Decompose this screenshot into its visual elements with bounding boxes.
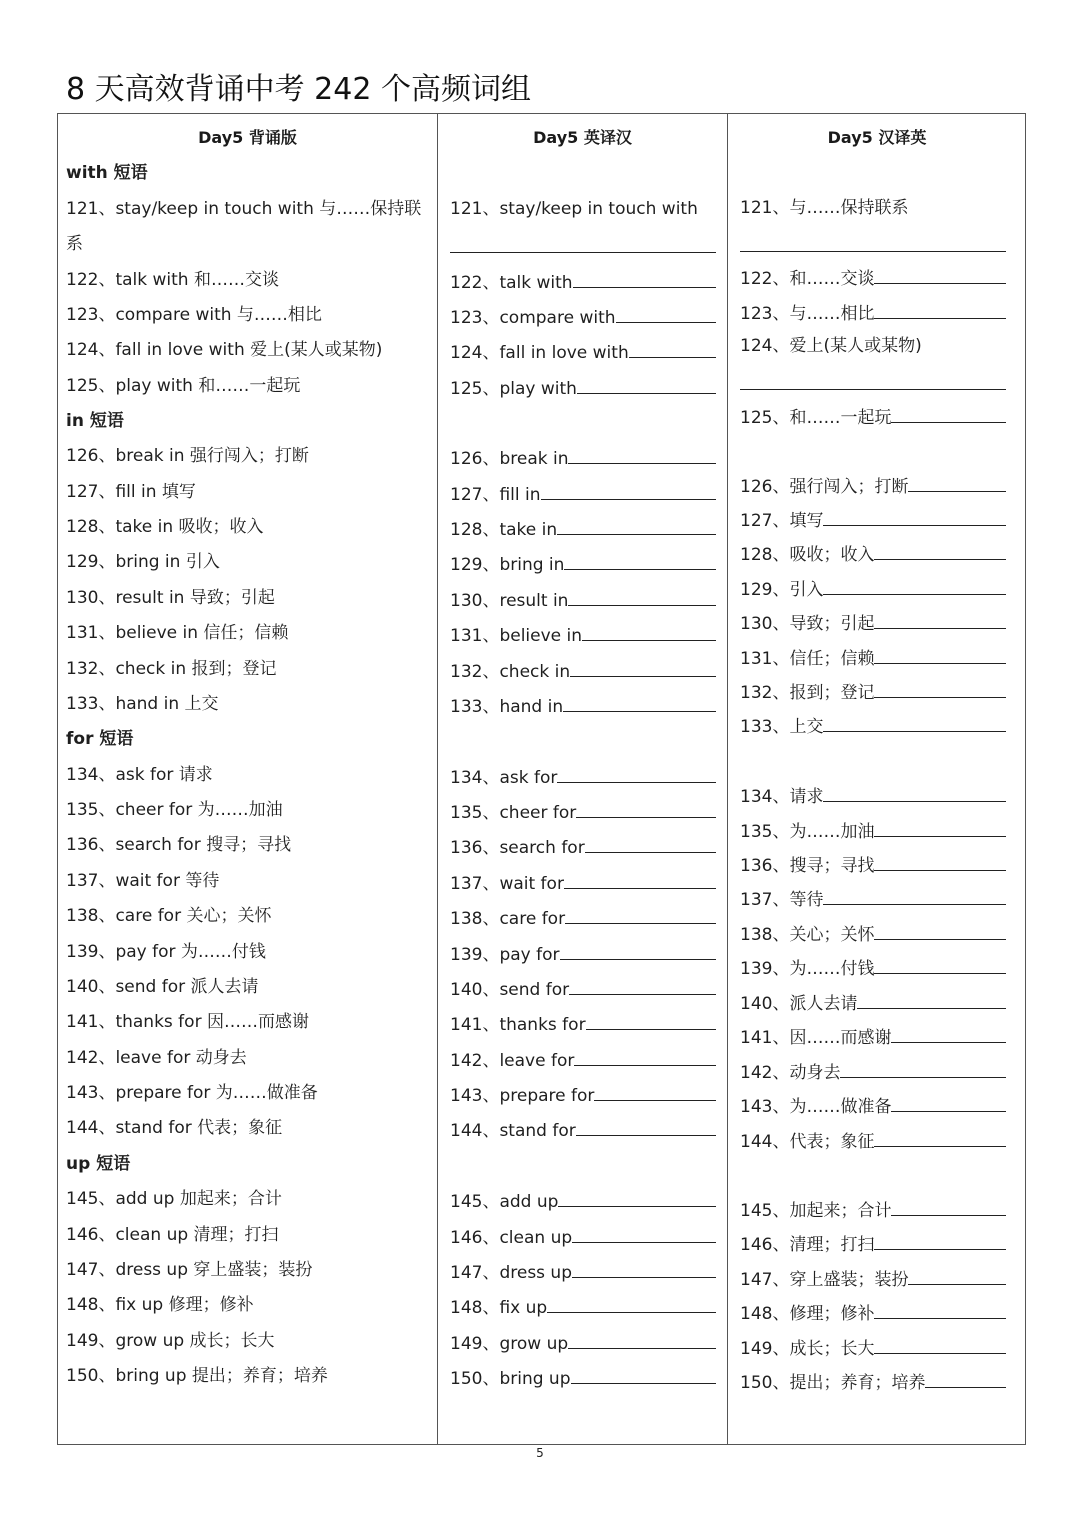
page-title: 8 天高效背诵中考 242 个高频词组 [66,72,531,107]
exercise-prompt: 124、fall in love with [450,343,629,363]
exercise-item [740,1197,1006,1222]
exercise-item [740,541,1006,566]
answer-blank[interactable] [874,852,1006,871]
exercise-prompt: 150、bring up [450,1369,571,1389]
exercise-prompt: 133、hand in [450,697,564,717]
exercise-item [740,507,1006,532]
answer-blank[interactable] [891,1093,1006,1112]
exercise-prompt: 125、和……一起玩 [740,408,892,428]
exercise-item [450,941,716,966]
phrase-item: 130、result in 导致；引起 [66,588,275,608]
column-cn-to-en [728,114,1026,1444]
phrase-item: 124、fall in love with 爱上(某人或某物) [66,340,383,360]
exercise-item [450,375,716,400]
answer-blank[interactable] [874,610,1006,629]
exercise-item [740,713,1006,738]
exercise-item [450,587,716,612]
answer-blank[interactable] [840,1059,1006,1078]
answer-blank[interactable] [576,799,716,818]
phrase-item: 148、fix up 修理；修补 [66,1295,254,1315]
exercise-prompt: 142、动身去 [740,1063,841,1083]
exercise-item [740,197,908,219]
phrase-item: 123、compare with 与……相比 [66,305,322,325]
answer-blank[interactable] [571,1365,717,1384]
exercise-item [740,1231,1006,1256]
exercise-item [450,1188,716,1213]
exercise-prompt: 127、fill in [450,485,541,505]
phrase-item: 139、pay for 为……付钱 [66,942,266,962]
phrase-item: 144、stand for 代表；象征 [66,1118,283,1138]
phrase-item: 147、dress up 穿上盛装；装扮 [66,1260,313,1280]
exercise-prompt: 137、等待 [740,890,824,910]
exercise-item [740,645,1006,670]
answer-blank[interactable] [874,1335,1006,1354]
answer-blank[interactable] [563,693,716,712]
exercise-item [740,1266,1006,1291]
exercise-prompt: 145、加起来；合计 [740,1201,892,1221]
exercise-item [450,622,716,647]
exercise-item [740,610,1006,635]
exercise-item [450,764,716,789]
exercise-item [450,870,716,895]
phrase-table [57,113,1026,1445]
answer-blank[interactable] [560,941,717,960]
exercise-prompt: 126、break in [450,449,569,469]
answer-blank[interactable] [874,265,1006,284]
exercise-item [740,404,1006,429]
exercise-item [740,473,1006,498]
answer-blank[interactable] [574,1047,716,1066]
answer-blank[interactable] [891,1197,1006,1216]
exercise-item [450,905,716,930]
exercise-prompt: 130、导致；引起 [740,614,875,634]
exercise-item [740,1300,1006,1325]
answer-blank[interactable] [874,645,1006,664]
exercise-item [450,269,716,294]
answer-blank[interactable] [577,375,716,394]
exercise-prompt: 144、代表；象征 [740,1132,875,1152]
exercise-prompt: 146、清理；打扫 [740,1235,875,1255]
exercise-item [740,1093,1006,1118]
exercise-prompt: 132、check in [450,662,571,682]
exercise-prompt: 125、play with [450,379,577,399]
answer-blank[interactable] [874,818,1006,837]
answer-blank[interactable] [557,764,716,783]
exercise-prompt: 135、为……加油 [740,822,875,842]
exercise-item [450,1047,716,1072]
answer-blank[interactable] [874,300,1006,319]
exercise-prompt: 127、填写 [740,511,824,531]
exercise-item [740,300,1006,325]
column-header-cn-to-en: Day5 汉译英 [827,128,927,147]
phrase-item: 138、care for 关心；关怀 [66,906,272,926]
phrase-item: 149、grow up 成长；长大 [66,1331,275,1351]
phrase-item: 134、ask for 请求 [66,765,213,785]
answer-blank[interactable] [823,576,1006,595]
exercise-prompt: 136、搜寻；寻找 [740,856,875,876]
exercise-prompt: 133、上交 [740,717,824,737]
phrase-item: 146、clean up 清理；打扫 [66,1225,279,1245]
phrase-item: 140、send for 派人去请 [66,977,259,997]
phrase-item: 142、leave for 动身去 [66,1048,247,1068]
column-memorize [58,114,438,1444]
answer-blank[interactable] [557,516,716,535]
answer-blank[interactable] [564,870,716,889]
exercise-item [740,818,1006,843]
section-title-up: up 短语 [66,1154,131,1174]
answer-blank[interactable] [585,834,716,853]
exercise-prompt: 126、强行闯入；打断 [740,477,909,497]
exercise-prompt: 132、报到；登记 [740,683,875,703]
exercise-item [450,481,716,506]
exercise-item [450,976,716,1001]
exercise-item [740,852,1006,877]
exercise-item [740,921,1006,946]
phrase-item: 122、talk with 和……交谈 [66,270,279,290]
exercise-prompt: 147、穿上盛装；装扮 [740,1270,909,1290]
exercise-item [740,1024,1006,1049]
exercise-prompt: 141、因……而感谢 [740,1028,892,1048]
answer-blank[interactable] [572,1259,716,1278]
exercise-prompt: 135、cheer for [450,803,577,823]
exercise-prompt: 130、result in [450,591,569,611]
answer-blank[interactable] [908,1266,1006,1285]
exercise-prompt: 121、与……保持联系 [740,198,909,218]
answer-blank[interactable] [874,921,1006,940]
answer-blank[interactable] [891,1024,1006,1043]
exercise-prompt: 148、fix up [450,1298,548,1318]
exercise-prompt: 140、派人去请 [740,994,858,1014]
exercise-item [740,1335,1006,1360]
phrase-item: 131、believe in 信任；信赖 [66,623,289,643]
answer-blank-line[interactable] [740,389,1006,390]
exercise-prompt: 145、add up [450,1192,559,1212]
phrase-item: 133、hand in 上交 [66,694,219,714]
exercise-item [450,1011,716,1036]
answer-blank[interactable] [568,587,716,606]
exercise-item [450,834,716,859]
exercise-prompt: 123、与……相比 [740,304,875,324]
exercise-prompt: 137、wait for [450,874,564,894]
answer-blank[interactable] [908,473,1006,492]
answer-blank[interactable] [568,445,716,464]
section-title-with: with 短语 [66,163,148,183]
answer-blank[interactable] [582,622,716,641]
exercise-item [740,1059,1006,1084]
exercise-prompt: 148、修理；修补 [740,1304,875,1324]
exercise-prompt: 150、提出；养育；培养 [740,1373,926,1393]
exercise-prompt: 139、为……付钱 [740,959,875,979]
exercise-item [450,339,716,364]
exercise-item [740,335,922,357]
exercise-item [740,265,1006,290]
answer-blank[interactable] [568,1330,716,1349]
exercise-item [740,886,1006,911]
answer-blank[interactable] [547,1294,716,1313]
exercise-prompt: 138、care for [450,909,566,929]
exercise-prompt: 141、thanks for [450,1015,586,1035]
exercise-item [450,693,716,718]
exercise-prompt: 134、请求 [740,787,824,807]
exercise-prompt: 142、leave for [450,1051,575,1071]
answer-blank[interactable] [823,886,1006,905]
phrase-item: 143、prepare for 为……做准备 [66,1083,318,1103]
exercise-prompt: 122、talk with [450,273,573,293]
exercise-item [740,576,1006,601]
phrase-item: 145、add up 加起来；合计 [66,1189,282,1209]
exercise-prompt: 147、dress up [450,1263,572,1283]
exercise-item [450,551,716,576]
answer-blank[interactable] [594,1082,716,1101]
answer-blank[interactable] [558,1188,716,1207]
exercise-prompt: 129、引入 [740,580,824,600]
answer-blank[interactable] [573,269,716,288]
exercise-prompt: 124、爱上(某人或某物) [740,336,922,356]
phrase-item: 137、wait for 等待 [66,871,220,891]
exercise-prompt: 139、pay for [450,945,560,965]
exercise-prompt: 131、信任；信赖 [740,649,875,669]
exercise-item [450,1294,716,1319]
answer-blank[interactable] [874,1300,1006,1319]
phrase-item: 128、take in 吸收；收入 [66,517,264,537]
exercise-prompt: 121、stay/keep in touch with [450,199,698,219]
exercise-prompt: 128、take in [450,520,558,540]
exercise-item [740,1128,1006,1153]
answer-blank[interactable] [565,905,716,924]
phrase-item: 141、thanks for 因……而感谢 [66,1012,309,1032]
exercise-item [450,304,716,329]
answer-blank[interactable] [874,541,1006,560]
answer-blank[interactable] [857,990,1006,1009]
answer-blank-line[interactable] [740,251,1006,252]
exercise-prompt: 123、compare with [450,308,616,328]
exercise-prompt: 128、吸收；收入 [740,545,875,565]
exercise-item [740,1369,1006,1394]
answer-blank[interactable] [823,507,1006,526]
exercise-item [450,1365,716,1390]
answer-blank-line[interactable] [450,252,716,253]
answer-blank[interactable] [891,404,1006,423]
exercise-item [740,783,1006,808]
phrase-item: 135、cheer for 为……加油 [66,800,283,820]
exercise-item [450,1224,716,1249]
exercise-prompt: 144、stand for [450,1121,576,1141]
exercise-prompt: 143、prepare for [450,1086,595,1106]
exercise-prompt: 122、和……交谈 [740,269,875,289]
exercise-item [450,799,716,824]
exercise-prompt: 143、为……做准备 [740,1097,892,1117]
exercise-prompt: 138、关心；关怀 [740,925,875,945]
answer-blank[interactable] [874,1128,1006,1147]
phrase-item: 132、check in 报到；登记 [66,659,277,679]
answer-blank[interactable] [823,713,1006,732]
phrase-item: 系 [66,234,83,254]
exercise-prompt: 134、ask for [450,768,558,788]
exercise-item [450,658,716,683]
answer-blank[interactable] [874,1231,1006,1250]
exercise-item [450,1259,716,1284]
answer-blank[interactable] [629,339,716,358]
answer-blank[interactable] [541,481,716,500]
phrase-item: 127、fill in 填写 [66,482,196,502]
phrase-item: 126、break in 强行闯入；打断 [66,446,309,466]
exercise-item [450,1330,716,1355]
exercise-prompt: 131、believe in [450,626,583,646]
column-header-memorize: Day5 背诵版 [198,128,297,147]
exercise-prompt: 149、成长；长大 [740,1339,875,1359]
exercise-item [450,1082,716,1107]
section-title-for: for 短语 [66,729,134,749]
answer-blank[interactable] [874,955,1006,974]
answer-blank[interactable] [586,1011,716,1030]
phrase-item: 121、stay/keep in touch with 与……保持联 [66,199,422,219]
exercise-prompt: 140、send for [450,980,570,1000]
exercise-item [450,1117,716,1142]
answer-blank[interactable] [564,551,716,570]
exercise-item [450,445,716,470]
answer-blank[interactable] [572,1224,716,1243]
page-number: 5 [536,1446,544,1460]
exercise-item [740,955,1006,980]
exercise-item [450,198,698,220]
column-en-to-cn [438,114,728,1444]
exercise-prompt: 136、search for [450,838,585,858]
answer-blank[interactable] [874,679,1006,698]
exercise-item [740,990,1006,1015]
answer-blank[interactable] [570,658,716,677]
phrase-item: 150、bring up 提出；养育；培养 [66,1366,328,1386]
phrase-item: 125、play with 和……一起玩 [66,376,301,396]
phrase-item: 129、bring in 引入 [66,552,220,572]
exercise-item [450,516,716,541]
column-header-en-to-cn: Day5 英译汉 [533,128,632,147]
phrase-item: 136、search for 搜寻；寻找 [66,835,292,855]
exercise-item [740,679,1006,704]
answer-blank[interactable] [925,1369,1006,1388]
answer-blank[interactable] [576,1117,716,1136]
exercise-prompt: 146、clean up [450,1228,573,1248]
answer-blank[interactable] [569,976,716,995]
answer-blank[interactable] [616,304,716,323]
section-title-in: in 短语 [66,411,124,431]
exercise-prompt: 129、bring in [450,555,565,575]
answer-blank[interactable] [823,783,1006,802]
exercise-prompt: 149、grow up [450,1334,569,1354]
